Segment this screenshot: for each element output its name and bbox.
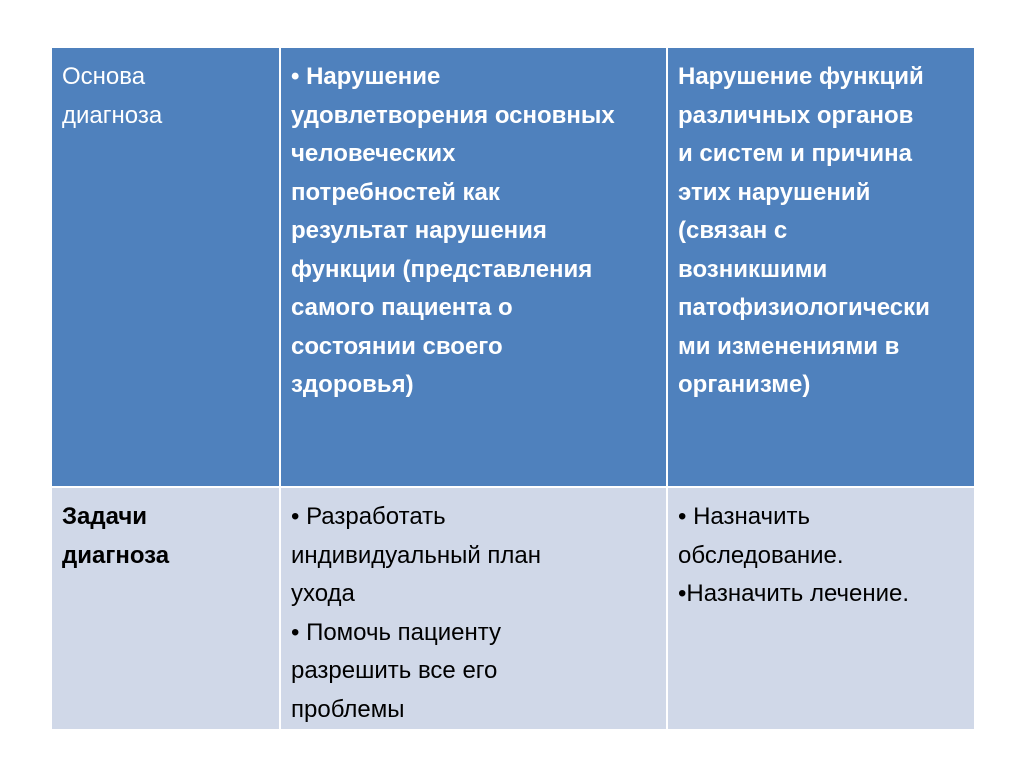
cell-tasks-medical: • Назначить обследование. •Назначить лечение. [667,487,975,730]
table-row-basis [51,47,975,487]
cell-basis-label: Основа диагноза [51,47,280,487]
cell-basis-nursing: • Нарушение удовлетворения основных человеческих потребностей как результат нарушения функции (представления самого пациента о состоянии своего здоровья) [280,47,667,487]
table-row-tasks [51,487,975,730]
diagnosis-comparison-table [50,46,976,731]
cell-tasks-label: Задачи диагноза [51,487,280,730]
cell-tasks-nursing: • Разработать индивидуальный план ухода • Помочь пациенту разрешить все его проблемы [280,487,667,730]
cell-basis-medical: Нарушение функций различных органов и систем и причина этих нарушений (связан с возникшими патофизиологически ми изменениями в организме) [667,47,975,487]
